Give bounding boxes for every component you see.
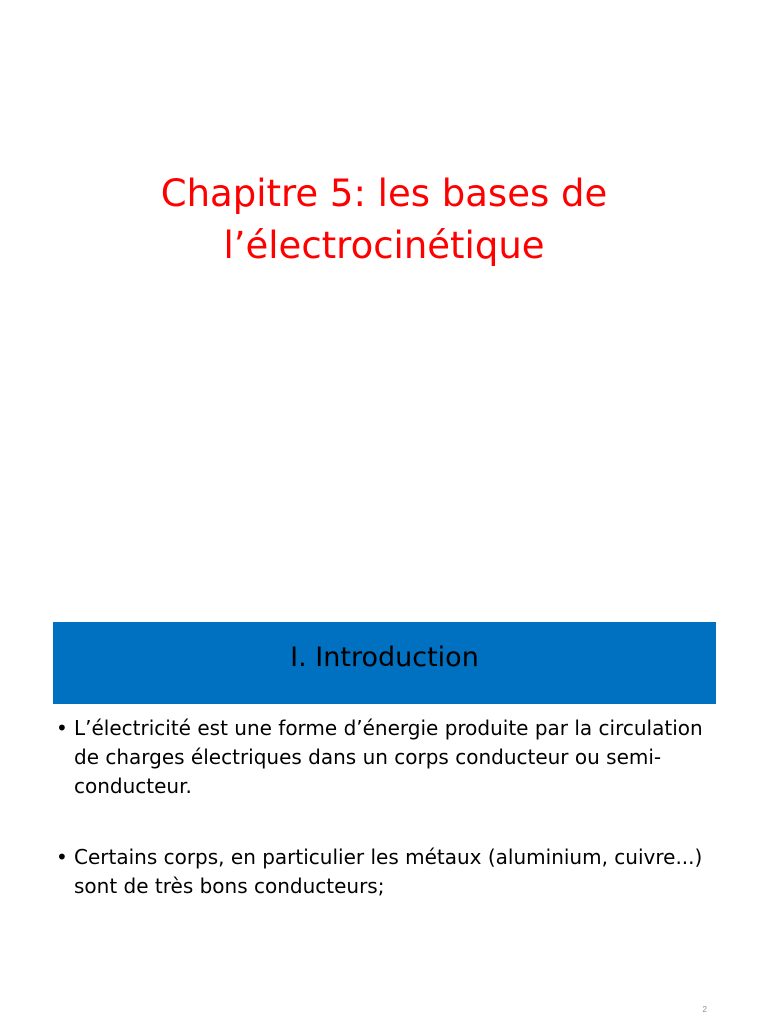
chapter-title-line-1: Chapitre 5: les bases de [160,172,608,215]
bullet-text: Certains corps, en particulier les métaux (aluminium, cuivre...) sont de très bons conducteurs; [74,845,703,898]
chapter-title-line-2: l’électrocinétique [223,224,545,267]
page-number: 2 [702,1005,707,1014]
bullet-item-electricity [56,714,716,801]
section-title: I. Introduction [290,642,479,673]
bullet-text: L’électricité est une forme d’énergie produite par la circulation de charges électriques dans un corps conducteur ou semi-conducteur. [74,716,703,798]
bullet-icon: • [56,845,68,869]
bullet-list [56,714,716,901]
bullet-icon: • [56,716,68,740]
chapter-title [80,168,688,272]
section-banner [53,622,716,704]
bullet-item-conductors [56,843,716,901]
